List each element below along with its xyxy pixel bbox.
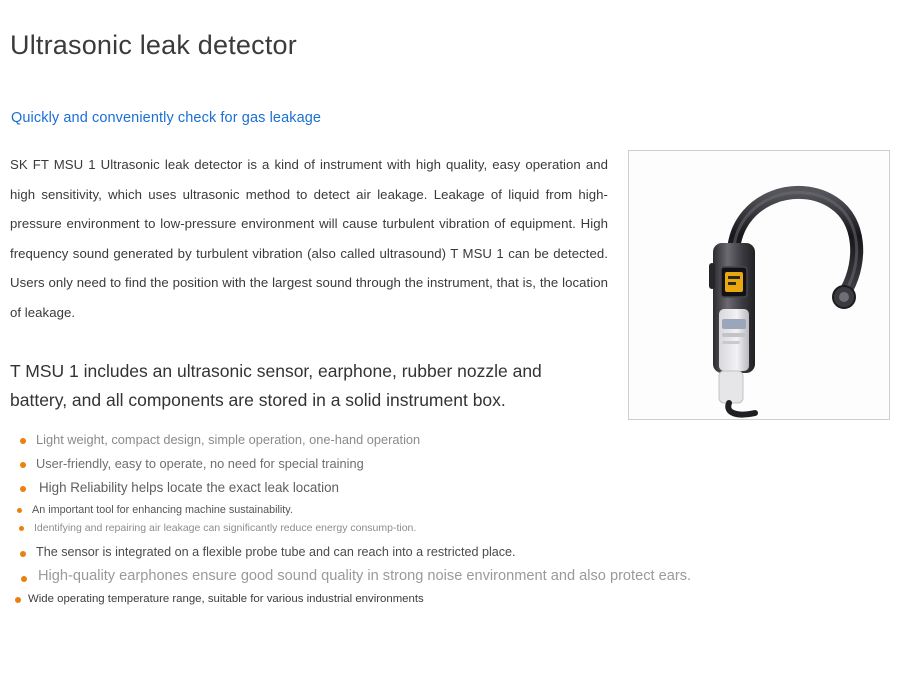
list-item	[14, 522, 889, 535]
list-item	[14, 456, 889, 471]
page-title: Ultrasonic leak detector	[10, 30, 297, 60]
feature-text: High-quality earphones ensure good sound quality in strong noise environment and also protect ears.	[38, 568, 692, 584]
feature-text: User-friendly, easy to operate, no need for special training	[36, 456, 364, 471]
product-image-frame	[628, 150, 890, 420]
feature-list	[10, 432, 889, 605]
intro-paragraph: SK FT MSU 1 Ultrasonic leak detector is a kind of instrument with high quality, easy operation and high sensitivity, which uses ultrasonic method to detect air leakage. Leakage of liquid from high-pressure environment to low-pressure environment will cause turbulent vibration of equipment. High frequency sound generated by turbulent vibration (also called ultrasound) T MSU 1 can be detected. Users only need to find the position with the largest sound through the instrument, that is, the location of leakage.	[10, 157, 608, 320]
feature-text: High Reliability helps locate the exact leak location	[39, 480, 339, 495]
intro-section	[10, 150, 889, 420]
bullet-icon	[20, 486, 26, 492]
feature-text: Identifying and repairing air leakage can significantly reduce energy consump-tion.	[34, 522, 417, 534]
bullet-icon	[15, 597, 21, 603]
feature-text: Light weight, compact design, simple operation, one-hand operation	[36, 432, 421, 447]
bullet-icon	[20, 462, 26, 468]
list-item	[14, 432, 889, 447]
bullet-icon	[21, 576, 27, 582]
feature-text: Wide operating temperature range, suitable for various industrial environments	[28, 593, 424, 605]
list-item	[14, 545, 889, 559]
list-item	[14, 593, 889, 605]
ultrasonic-probe-image	[629, 151, 889, 419]
bullet-icon	[19, 526, 24, 531]
page-subtitle: Quickly and conveniently check for gas leakage	[11, 110, 322, 126]
feature-text: An important tool for enhancing machine sustainability.	[32, 504, 293, 516]
list-item	[14, 568, 889, 584]
list-item	[14, 504, 889, 516]
product-image-column	[628, 150, 890, 420]
lead-paragraph: T MSU 1 includes an ultrasonic sensor, earphone, rubber nozzle and battery, and all components are stored in a solid instrument box.	[10, 361, 542, 410]
feature-text: The sensor is integrated on a flexible probe tube and can reach into a restricted place.	[36, 545, 516, 559]
bullet-icon	[20, 551, 26, 557]
list-item	[14, 480, 889, 495]
bullet-icon	[20, 438, 26, 444]
bullet-icon	[17, 508, 22, 513]
intro-text-column	[10, 150, 622, 415]
